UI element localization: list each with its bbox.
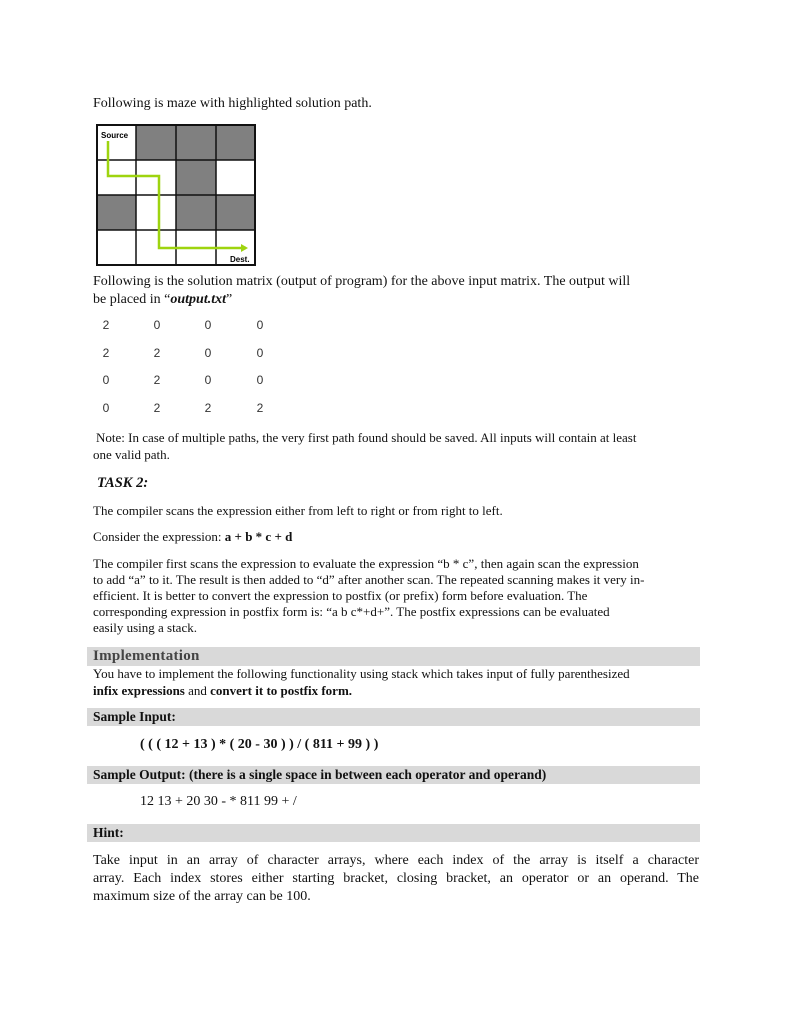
implementation-heading: Implementation <box>93 648 200 664</box>
matrix-cell: 0 <box>204 346 212 360</box>
task-paragraph-2-line-5: easily using a stack. <box>93 620 197 635</box>
consider-expression: a + b * c + d <box>224 529 293 544</box>
dest-label: Dest. <box>230 255 250 264</box>
task-paragraph-1: The compiler scans the expression either from left to right or from right to left. <box>93 503 503 518</box>
maze-open-cell <box>136 195 176 230</box>
matrix-cell: 2 <box>204 401 212 415</box>
intro-text: Following is maze with highlighted solution path. <box>93 96 372 111</box>
impl-bold-postfix: convert it to postfix form. <box>210 683 353 698</box>
task-paragraph-2-line-2: to add “a” to it. The result is then added to “d” after another scan. The repeated scanning makes it very in- <box>93 572 645 587</box>
note-line-1: Note: In case of multiple paths, the very first path found should be saved. All inputs will contain at least <box>96 430 637 445</box>
task-heading: TASK 2: <box>97 475 149 491</box>
task-paragraph-2-line-3: efficient. It is better to convert the expression to postfix (or prefix) form before evaluation. The <box>93 588 588 603</box>
hint-heading: Hint: <box>93 825 124 840</box>
sample-output-bar <box>87 766 700 784</box>
sample-input-bar <box>87 708 700 726</box>
impl-line-2 <box>93 683 352 700</box>
matrix-cell: 2 <box>102 318 110 332</box>
matrix-cell: 0 <box>102 401 110 415</box>
matrix-cell: 0 <box>256 346 264 360</box>
impl-bold-infix: infix expressions <box>93 683 185 698</box>
impl-line-1: You have to implement the following functionality using stack which takes input of fully parenthesized <box>93 666 630 681</box>
maze-wall-cell <box>176 195 216 230</box>
sample-output-expression: 12 13 + 20 30 - * 811 99 + / <box>140 794 297 809</box>
task-paragraph-2-line-4: corresponding expression in postfix form is: “a b c*+d+”. The postfix expressions can be evaluated <box>93 604 610 619</box>
maze-open-cell <box>216 160 255 195</box>
note-line-2: one valid path. <box>93 447 170 462</box>
maze-wall-cell <box>97 195 136 230</box>
consider-line <box>93 529 292 546</box>
solution-text-line-1: Following is the solution matrix (output of program) for the above input matrix. The output will <box>93 274 631 289</box>
solution-text-prefix: be placed in “ <box>93 292 171 307</box>
maze-wall-cell <box>176 125 216 160</box>
solution-text-suffix: ” <box>226 292 233 307</box>
maze-open-cell <box>97 160 136 195</box>
matrix-cell: 0 <box>204 373 212 387</box>
implementation-bar <box>87 647 700 666</box>
hint-line-1: Take input in an array of character arrays, where each index of the array is itself a character <box>93 853 699 868</box>
source-label: Source <box>101 131 129 140</box>
impl-mid-text: and <box>184 683 211 698</box>
matrix-cell: 0 <box>204 318 212 332</box>
solution-text-line-2 <box>93 291 232 308</box>
maze-wall-cell <box>176 160 216 195</box>
task-paragraph-2-line-1: The compiler first scans the expression to evaluate the expression “b * c”, then again scan the expression <box>93 556 639 571</box>
sample-output-heading: Sample Output: (there is a single space in between each operator and operand) <box>93 767 547 782</box>
maze-open-cell <box>136 160 176 195</box>
matrix-cell: 2 <box>153 401 161 415</box>
matrix-cell: 0 <box>102 373 110 387</box>
sample-input-heading: Sample Input: <box>93 709 176 724</box>
hint-bar <box>87 824 700 842</box>
output-filename: output.txt <box>170 292 226 307</box>
solution-matrix <box>86 318 286 418</box>
maze-wall-cell <box>216 195 255 230</box>
maze-figure <box>96 124 256 266</box>
hint-line-2: array. Each index stores either starting bracket, closing bracket, an operator or an operand. The <box>93 871 699 886</box>
sample-input-expression: ( ( ( 12 + 13 ) * ( 20 - 30 ) ) / ( 811 + 99 ) ) <box>140 737 379 752</box>
consider-label: Consider the expression: <box>93 529 225 544</box>
matrix-cell: 2 <box>153 346 161 360</box>
maze-grid <box>96 124 256 266</box>
maze-wall-cell <box>136 125 176 160</box>
matrix-cell: 0 <box>153 318 161 332</box>
matrix-cell: 2 <box>256 401 264 415</box>
maze-open-cell <box>97 230 136 265</box>
matrix-cell: 2 <box>102 346 110 360</box>
maze-wall-cell <box>216 125 255 160</box>
hint-line-3: maximum size of the array can be 100. <box>93 889 311 904</box>
matrix-cell: 2 <box>153 373 161 387</box>
matrix-cell: 0 <box>256 373 264 387</box>
matrix-cell: 0 <box>256 318 264 332</box>
